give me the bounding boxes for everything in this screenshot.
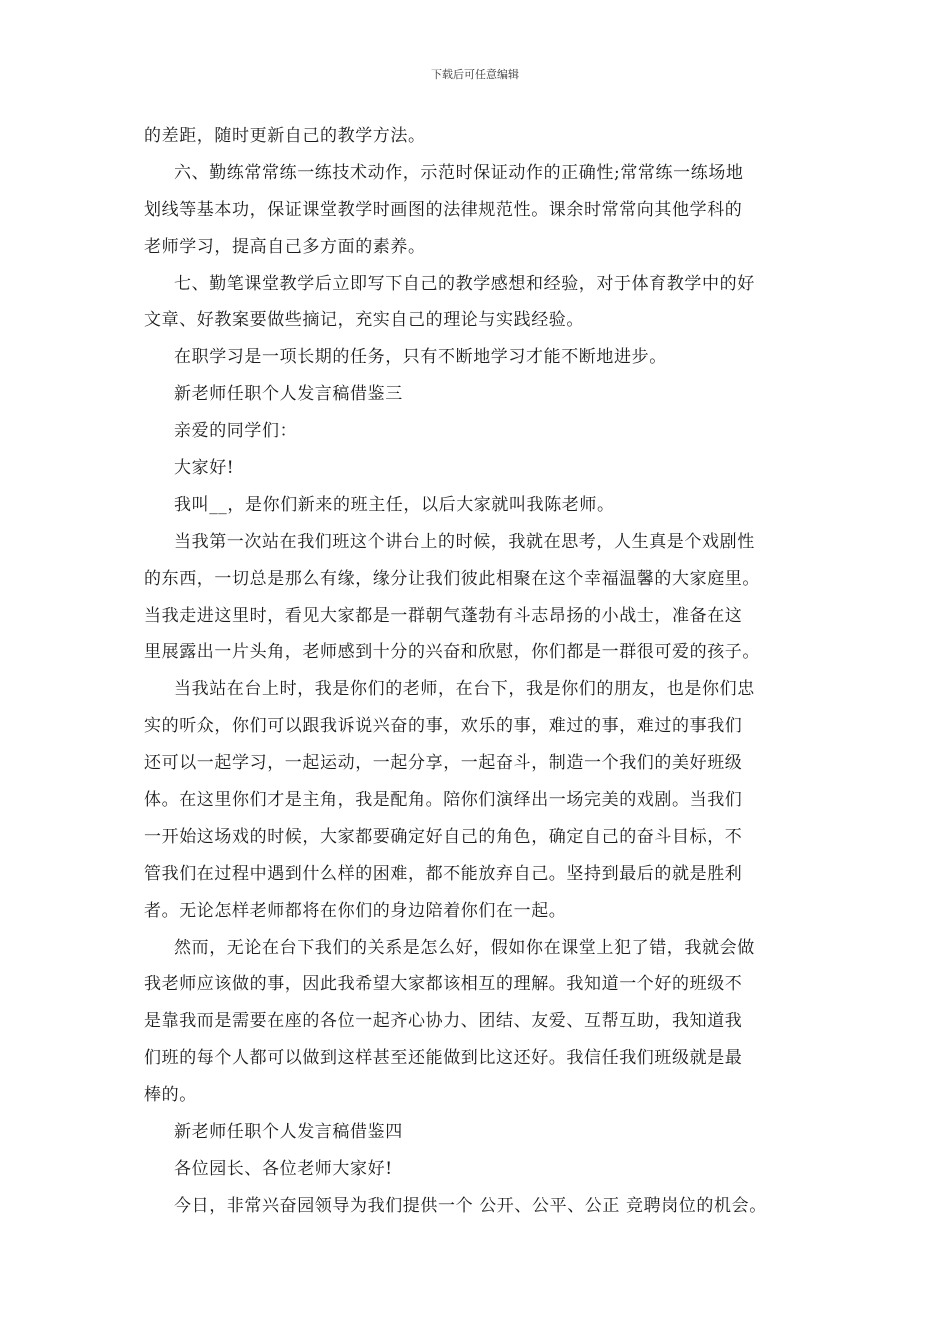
text-line: 文章、好教案要做些摘记，充实自己的理论与实践经验。 (144, 310, 584, 331)
document-body (144, 118, 824, 1225)
text-line: 还可以一起学习，一起运动，一起分享，一起奋斗，制造一个我们的美好班级 (144, 753, 743, 774)
text-line: 七、勤笔课堂教学后立即写下自己的教学感想和经验，对于体育教学中的好 (174, 273, 755, 294)
text-line: 划线等基本功，保证课堂教学时画图的法律规范性。课余时常常向其他学科的 (144, 199, 743, 220)
text-line: 体。在这里你们才是主角，我是配角。陪你们演绎出一场完美的戏剧。当我们 (144, 790, 743, 811)
section-heading: 新老师任职个人发言稿借鉴三 (174, 384, 403, 405)
text-line: 大家好! (174, 458, 235, 479)
text-line: 的差距，随时更新自己的教学方法。 (144, 126, 426, 146)
text-line: 在职学习是一项长期的任务，只有不断地学习才能不断地进步。 (174, 347, 667, 368)
text-line: 老师学习，提高自己多方面的素养。 (144, 236, 426, 257)
text-line: 今日，非常兴奋园领导为我们提供一个 公开、公平、公正 竞聘岗位的机会。 (174, 1195, 767, 1216)
text-line: 实的听众，你们可以跟我诉说兴奋的事，欢乐的事，难过的事，难过的事我们 (144, 716, 743, 737)
text-line: 的东西，一切总是那么有缘，缘分让我们彼此相聚在这个幸福温馨的大家庭里。 (144, 568, 760, 589)
text-line: 六、勤练常常练一练技术动作，示范时保证动作的正确性;常常练一练场地 (174, 162, 744, 183)
section-heading: 新老师任职个人发言稿借鉴四 (174, 1122, 403, 1143)
text-line: 各位园长、各位老师大家好! (174, 1158, 393, 1179)
text-line: 里展露出一片头角，老师感到十分的兴奋和欣慰，你们都是一群很可爱的孩子。 (144, 642, 760, 663)
text-line: 一开始这场戏的时候，大家都要确定好自己的角色，确定自己的奋斗目标，不 (144, 826, 743, 847)
text-line: 亲爱的同学们： (174, 421, 298, 442)
text-line: 们班的每个人都可以做到这样甚至还能做到比这还好。我信任我们班级就是最 (144, 1048, 743, 1069)
page-header: 下载后可任意编辑 (431, 68, 519, 81)
text-line: 我老师应该做的事，因此我希望大家都该相互的理解。我知道一个好的班级不 (144, 974, 743, 995)
text-line: 当我第一次站在我们班这个讲台上的时候，我就在思考，人生真是个戏剧性 (174, 531, 755, 552)
text-line: 者。无论怎样老师都将在你们的身边陪着你们在一起。 (144, 900, 567, 921)
text-line: 管我们在过程中遇到什么样的困难，都不能放弃自己。坚持到最后的就是胜利 (144, 863, 743, 884)
text-line: 是靠我而是需要在座的各位一起齐心协力、团结、友爱、互帮互助，我知道我 (144, 1011, 743, 1032)
text-line: 然而，无论在台下我们的关系是怎么好，假如你在课堂上犯了错，我就会做 (174, 937, 755, 958)
text-line: 我叫__，是你们新来的班主任，以后大家就叫我陈老师。 (174, 494, 615, 515)
text-line: 当我站在台上时，我是你们的老师，在台下，我是你们的朋友，也是你们忠 (174, 679, 755, 700)
text-line: 当我走进这里时，看见大家都是一群朝气蓬勃有斗志昂扬的小战士，准备在这 (144, 605, 743, 626)
text-line: 棒的。 (144, 1085, 197, 1106)
